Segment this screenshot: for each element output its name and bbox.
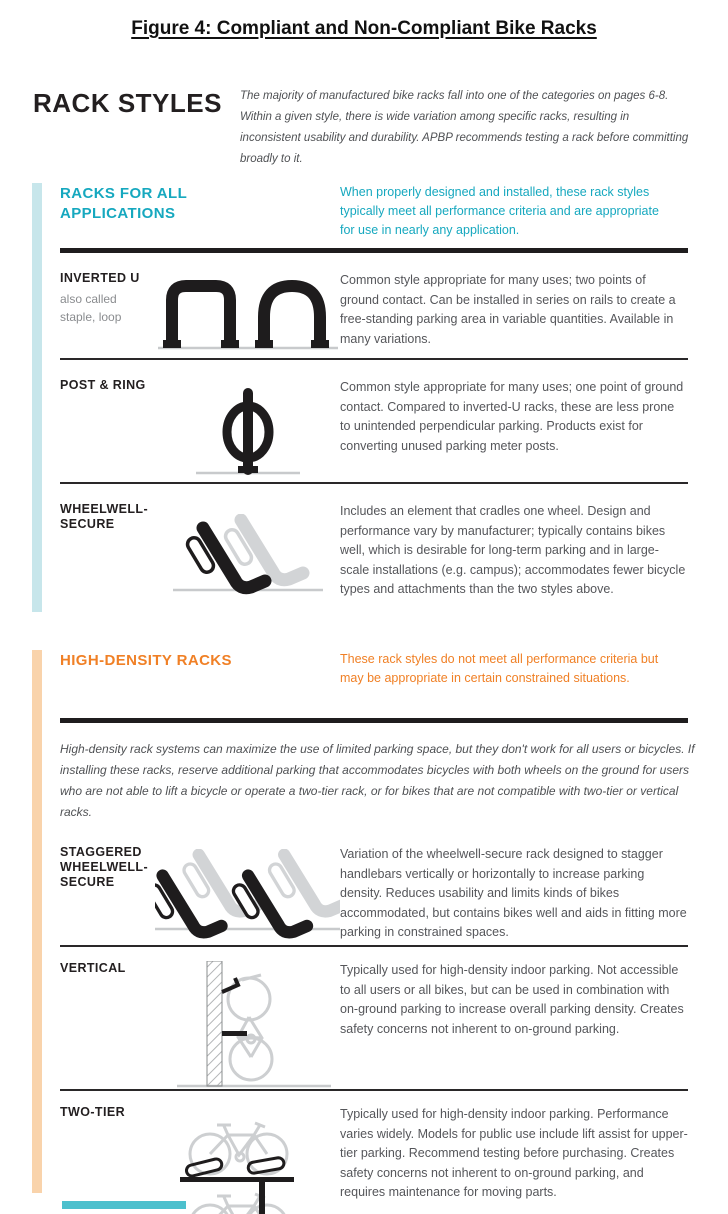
rack-description: Variation of the wheelwell-secure rack designed to stagger handlebars vertically or horizontally to increase parking density. Reduces usability and limits kinds of bikes accommodated, but contains bikes well and aids in fitting more parking in constrained spaces. — [340, 847, 687, 939]
rack-name: TWO-TIER — [60, 1105, 125, 1119]
section-high-density — [0, 650, 728, 1214]
rack-name: INVERTED U — [60, 271, 140, 285]
section-all-applications — [0, 183, 728, 660]
rack-description: Includes an element that cradles one wheel. Design and performance vary by manufacturer; typically contains bikes well, which is desirable for long-term parking and in large-scale installations (e.g. campus); accommodates fewer bicycle types and attachments than the two styles above. — [340, 504, 686, 596]
section-statement: When properly designed and installed, these rack styles typically meet all performance criteria and are appropriate for use in nearly any application. — [340, 185, 659, 237]
inverted-u-rack-icon — [155, 271, 340, 358]
rack-row-vertical — [60, 945, 688, 1089]
row-label — [60, 961, 155, 1089]
page-title: RACK STYLES — [33, 88, 222, 118]
row-label — [60, 1105, 155, 1214]
rack-description: Common style appropriate for many uses; two points of ground contact. Can be installed in series on rails to create a free-standing parking area in variable quantities. Available in many variations. — [340, 273, 676, 346]
bottom-teal-bar — [62, 1201, 186, 1209]
vertical-rack-icon — [155, 961, 340, 1089]
row-label — [60, 845, 155, 945]
row-label — [60, 378, 155, 482]
rack-name: WHEELWELL-SECURE — [60, 502, 149, 531]
rack-row-staggered-wheelwell — [60, 833, 688, 945]
rack-name: VERTICAL — [60, 961, 126, 975]
post-and-ring-rack-icon — [155, 378, 340, 482]
rack-name: POST & RING — [60, 378, 146, 392]
rack-description: Typically used for high-density indoor parking. Performance varies widely. Models for public use include lift assist for upper-tier parking. Recommend testing before purchasing. Creates safety concerns not inherent to on-ground parking, and requires maintenance for moving parts. — [340, 1107, 688, 1199]
high-density-note: High-density rack systems can maximize the use of limited parking space, but they don't work for all users or bicycles. If installing these racks, reserve additional parking that accommodates bicycles with both wheels on the ground for users who are not able to lift a bicycle or operate a two-tier rack, or for bikes that are not compatible with two-tier or vertical racks. — [60, 742, 695, 819]
section-statement: These rack styles do not meet all performance criteria but may be appropriate in certain constrained situations. — [340, 652, 659, 685]
section-heading: RACKS FOR ALL APPLICATIONS — [60, 185, 187, 222]
section-heading: HIGH-DENSITY RACKS — [60, 652, 232, 669]
rack-description: Common style appropriate for many uses; one point of ground contact. Compared to inverted-U racks, these are less prone to unintended perpendicular parking. Products exist for converting unused parking meter posts. — [340, 380, 684, 453]
rack-subtext: also called staple, loop — [60, 292, 122, 324]
section-head — [60, 650, 688, 718]
row-label — [60, 502, 155, 660]
rack-row-inverted-u — [60, 253, 688, 358]
row-label — [60, 271, 155, 358]
header — [33, 86, 703, 170]
rack-name: STAGGERED WHEELWELL-SECURE — [60, 845, 149, 889]
two-tier-rack-icon — [155, 1105, 340, 1214]
thick-rule — [60, 718, 688, 723]
figure-title: Figure 4: Compliant and Non-Compliant Bike Racks — [131, 18, 597, 39]
wheelwell-secure-rack-icon — [155, 502, 340, 660]
rack-row-two-tier — [60, 1089, 688, 1214]
rack-row-wheelwell-secure — [60, 482, 688, 660]
rack-row-post-ring — [60, 358, 688, 482]
section-head — [60, 183, 688, 248]
intro-text: The majority of manufactured bike racks fall into one of the categories on pages 6-8. Within a given style, there is wide variation among specific racks, resulting in inconsistent usability and durability. APBP recommends testing a rack before committing broadly to it. — [240, 90, 689, 165]
staggered-wheelwell-secure-rack-icon — [155, 845, 340, 945]
rack-description: Typically used for high-density indoor parking. Not accessible to all users or all bikes, but can be used in combination with on-ground parking to increase overall parking density. Creates safety concerns not inherent to on-ground parking. — [340, 963, 684, 1036]
